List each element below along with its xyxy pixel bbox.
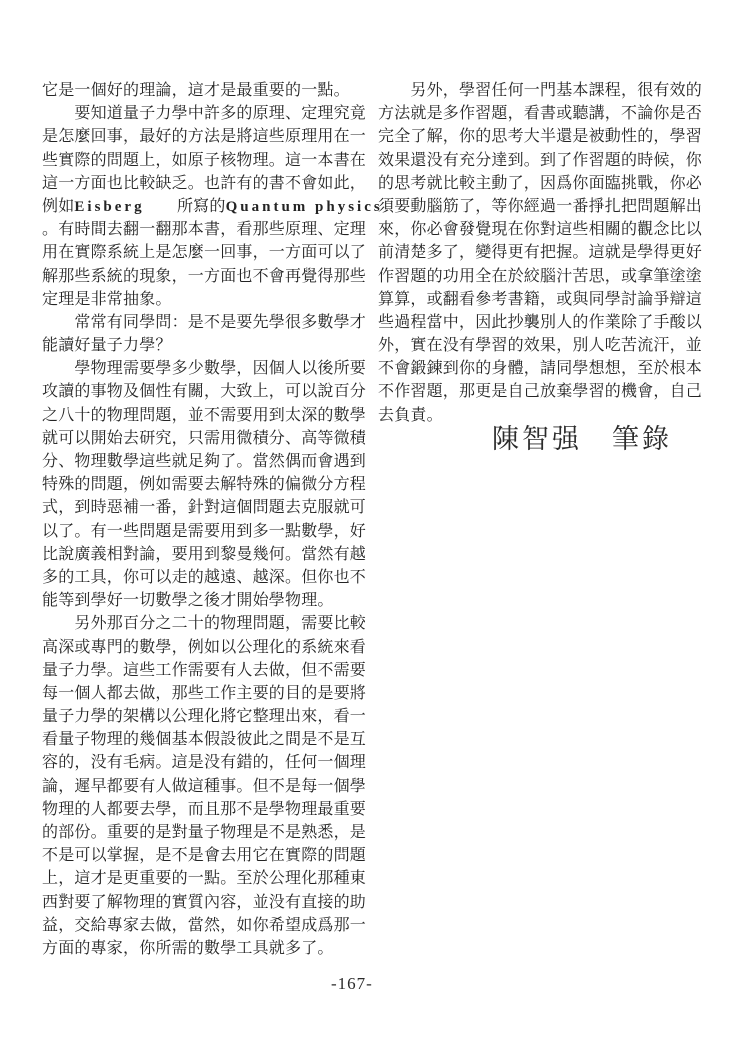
text-line: 論，遲早都要有人做這種事。但不是每一個學: [42, 777, 367, 795]
text-line: 完全了解，你的思考大半還是被動性的，學習: [378, 128, 703, 146]
text-line: 不是可以掌握，是不是會去用它在實際的問題: [42, 847, 367, 865]
text-line: 效果還没有充分達到。到了作習題的時候，你: [378, 151, 703, 169]
text-line: 另外那百分之二十的物理問題，需要比較: [42, 615, 367, 633]
text-line: 須要動腦筋了，等你經過一番掙扎把問題解出: [378, 197, 703, 215]
text-line: 攻讀的事物及個性有關，大致上，可以說百分: [42, 383, 367, 401]
text-line: 比說廣義相對論，要用到黎曼幾何。當然有越: [42, 545, 367, 563]
text-line: 常常有同學問：是不是要先學很多數學才: [42, 313, 367, 331]
text-line: 它是一個好的理論，這才是最重要的一點。: [42, 82, 350, 99]
text-line: 要知道量子力學中許多的原理、定理究竟: [42, 105, 367, 123]
text-line: 方面的專家，你所需的數學工具就多了。: [42, 939, 334, 957]
text-line: 解那些系統的現象，一方面也不會再覺得那些: [42, 267, 367, 285]
text-line: 這一方面也比較缺乏。也許有的書不會如此，: [42, 174, 367, 192]
text-line: 是怎麼回事，最好的方法是將這些原理用在一: [42, 128, 367, 146]
text-line: 的部份。重要的是對量子物理是不是熟悉，是: [42, 824, 367, 841]
text-line: 就可以開始去研究，只需用微積分、高等微積: [42, 429, 367, 447]
text-line: 不作習題，那更是自己放棄學習的機會，自己: [378, 383, 703, 401]
text-line: 物理的人都要去學，而且那不是學物理最重要: [42, 800, 367, 818]
text-line: 算算，或翻看參考書籍，或與同學討論爭辯這: [378, 290, 703, 308]
text-line: 以了。有一些問題是需要用到多一點數學，好: [42, 522, 367, 540]
text-line: 的思考就比較主動了，因爲你面臨挑戰，你必: [378, 174, 703, 192]
text-line: 能等到學好一切數學之後才開始學物理。: [42, 592, 334, 610]
text-line: 不會鍛鍊到你的身體，請同學想想，至於根本: [378, 360, 703, 378]
page-number: -167-: [331, 974, 373, 993]
text-line: 多的工具，你可以走的越遠、越深。但你也不: [42, 568, 367, 586]
text-line: 分、物理數學這些就足夠了。當然偶而會遇到: [42, 453, 367, 470]
text-line: 。有時間去翻一翻那本書，看那些原理、定理: [42, 221, 367, 239]
text-line: 之八十的物理問題，並不需要用到太深的數學: [42, 406, 367, 424]
text-line: 例如Eisberg 所寫的Quantum physics: [42, 197, 383, 215]
text-line: 用在實際系統上是怎麼一回事，一方面可以了: [42, 244, 367, 262]
text-line: 些實際的問題上，如原子核物理。這一本書在: [42, 151, 367, 169]
text-line: 前清楚多了，變得更有把握。這就是學得更好: [378, 244, 703, 262]
text-line: 量子力學。這些工作需要有人去做，但不需要: [42, 661, 367, 679]
latin-text: Eisberg: [74, 198, 145, 215]
text-line: 能讀好量子力學？: [42, 337, 172, 355]
text-line: 去負責。: [378, 406, 443, 424]
text-line: 上，這才是更重要的一點。至於公理化那種東: [42, 870, 367, 888]
text-line: 來，你必會發覺現在你對這些相關的觀念比以: [378, 221, 703, 239]
latin-text: Quantum physics: [225, 198, 383, 215]
left-text-column: [42, 79, 383, 960]
text-line: 量子力學的架構以公理化將它整理出來，看一: [42, 708, 367, 726]
text-line: 益，交給專家去做，當然，如你希望成爲那一: [42, 916, 367, 934]
transcriber-signature: 陳智强 筆錄: [492, 424, 672, 454]
text-line: 式，到時惡補一番，針對這個問題去克服就可: [42, 499, 367, 517]
text-line: 另外，學習任何一門基本課程，很有效的: [378, 82, 703, 99]
text-line: 定理是非常抽象。: [42, 290, 172, 308]
text-line: 作習題的功用全在於絞腦汁苦思，或拿筆塗塗: [378, 267, 703, 285]
text-line: 容的，没有毛病。這是没有錯的，任何一個理: [42, 754, 367, 772]
text-line: 外，實在没有學習的效果，別人吃苦流汗，並: [378, 337, 703, 355]
text-line: 特殊的問題，例如需要去解特殊的偏微分方程: [42, 476, 367, 494]
text-line: 些過程當中，因此抄襲別人的作業除了手酸以: [378, 313, 703, 331]
text-line: 學物理需要學多少數學，因個人以後所要: [42, 360, 367, 378]
text-line: 看量子物理的幾個基本假設彼此之間是不是互: [42, 731, 367, 749]
text-line: 西對要了解物理的實質內容，並没有直接的助: [42, 893, 367, 911]
right-text-column: [378, 79, 708, 427]
text-line: 方法就是多作習題，看書或聽講，不論你是否: [378, 105, 703, 123]
text-line: 高深或專門的數學，例如以公理化的系統來看: [42, 638, 367, 656]
text-line: 每一個人都去做，那些工作主要的目的是要將: [42, 684, 367, 702]
